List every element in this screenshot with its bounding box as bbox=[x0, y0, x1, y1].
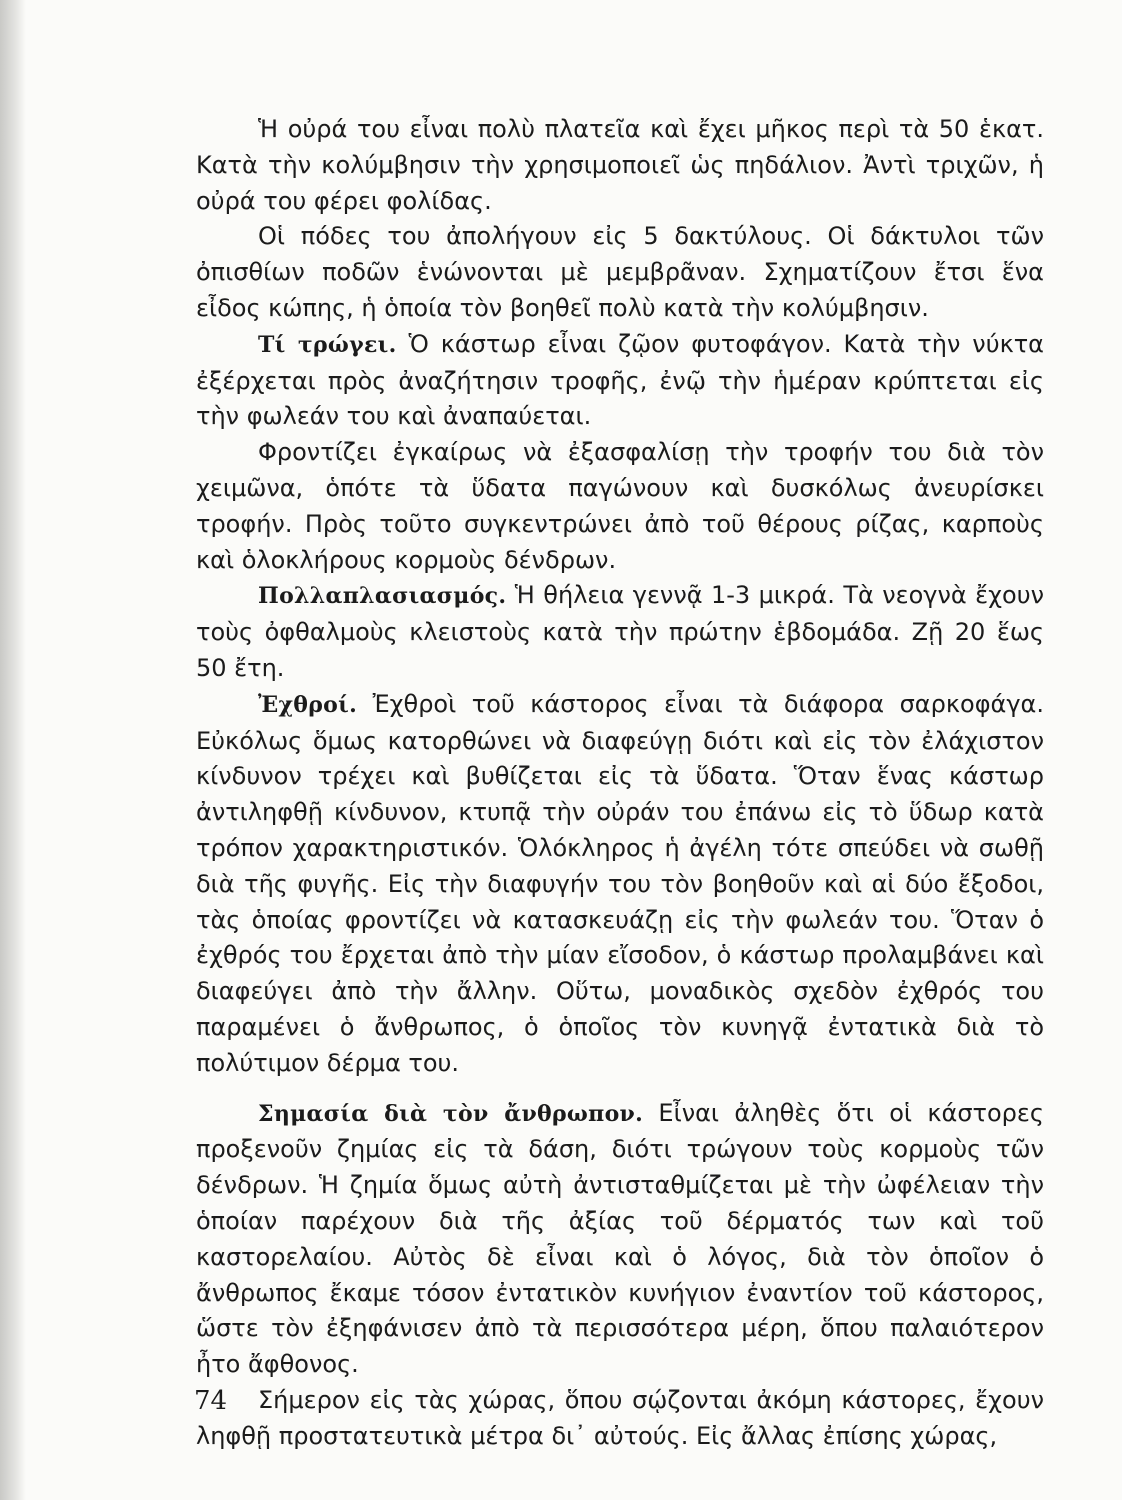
paragraph-enemies bbox=[196, 687, 1044, 1082]
section-heading: Πολλαπλασιασμός. bbox=[258, 583, 507, 610]
paragraph-food bbox=[196, 327, 1044, 435]
body-text bbox=[196, 112, 1044, 1454]
page-spine-shadow bbox=[0, 0, 26, 1500]
paragraph-reproduction bbox=[196, 578, 1044, 686]
section-heading: Σημασία διὰ τὸν ἄνθρωπον. bbox=[258, 1100, 644, 1127]
paragraph-text: Εἶναι ἀληθὲς ὅτι οἱ κάστορες προξενοῦν ζημίας εἰς τὰ δάση, διότι τρώγουν τοὺς κορμοὺς τῶν δένδρων. Ἡ ζημία ὅμως αὐτὴ ἀντισταθμίζεται μὲ τὴν ὠφέλειαν τὴν ὁποίαν παρέχουν διὰ τῆς ἀξίας τοῦ δέρματός των καὶ τοῦ καστορελαίου. Αὐτὸς δὲ εἶναι καὶ ὁ λόγος, διὰ τὸν ὁποῖον ὁ ἄνθρωπος ἔκαμε τόσον ἐντατικὸν κυνήγιον ἐναντίον τοῦ κάστορος, ὥστε τὸν ἐξηφάνισεν ἀπὸ τὰ περισσότερα μέρη, ὅπου παλαιότερον ἦτο ἄφθονος. bbox=[196, 1098, 1044, 1379]
paragraph-text: Οἱ πόδες του ἀπολήγουν εἰς 5 δακτύλους. Οἱ δάκτυλοι τῶν ὀπισθίων ποδῶν ἑνώνονται μὲ μεμβρᾶναν. Σχηματίζουν ἔτσι ἕνα εἶδος κώπης, ἡ ὁποία τὸν βοηθεῖ πολὺ κατὰ τὴν κολύμβησιν. bbox=[196, 222, 1044, 322]
section-heading: Ἐχθροί. bbox=[258, 691, 358, 718]
paragraph-protection bbox=[196, 1383, 1044, 1455]
paragraph-text: Ἐχθροὶ τοῦ κάστορος εἶναι τὰ διάφορα σαρκοφάγα. Εὐκόλως ὅμως κατορθώνει νὰ διαφεύγῃ διότι καὶ εἰς τὸν ἐλάχιστον κίνδυνον τρέχει καὶ βυθίζεται εἰς τὰ ὕδατα. Ὅταν ἕνας κάστωρ ἀντιληφθῇ κίνδυνον, κτυπᾷ τὴν οὐράν του ἐπάνω εἰς τὸ ὕδωρ κατὰ τρόπον χαρακτηριστικόν. Ὁλόκληρος ἡ ἀγέλη τότε σπεύδει νὰ σωθῇ διὰ τῆς φυγῆς. Εἰς τὴν διαφυγήν του τὸν βοηθοῦν καὶ αἱ δύο ἔξοδοι, τὰς ὁποίας φροντίζει νὰ κατασκευάζῃ εἰς τὴν φωλεάν του. Ὅταν ὁ ἐχθρός του ἔρχεται ἀπὸ τὴν μίαν εἴσοδον, ὁ κάστωρ προλαμβάνει καὶ διαφεύγει ἀπὸ τὴν ἄλλην. Οὕτω, μοναδικὸς σχεδὸν ἐχθρός του παραμένει ὁ ἄνθρωπος, ὁ ὁποῖος τὸν κυνηγᾷ ἐντατικὰ διὰ τὸ πολύτιμον δέρμα του. bbox=[196, 689, 1044, 1077]
paragraph-tail bbox=[196, 112, 1044, 219]
paragraph-winter-food bbox=[196, 435, 1044, 578]
paragraph-text: Σήμερον εἰς τὰς χώρας, ὅπου σῴζονται ἀκόμη κάστορες, ἔχουν ληφθῇ προστατευτικὰ μέτρα δι᾿ αὐτούς. Εἰς ἄλλας ἐπίσης χώρας, bbox=[196, 1385, 1044, 1450]
paragraph-text: Ὁ κάστωρ εἶναι ζῷον φυτοφάγον. Κατὰ τὴν νύκτα ἐξέρχεται πρὸς ἀναζήτησιν τροφῆς, ἐνῷ τὴν ἡμέραν κρύπτεται εἰς τὴν φωλεάν του καὶ ἀναπαύεται. bbox=[196, 329, 1044, 431]
paragraph-text: Ἡ θήλεια γεννᾷ 1-3 μικρά. Τὰ νεογνὰ ἔχουν τοὺς ὀφθαλμοὺς κλειστοὺς κατὰ τὴν πρώτην ἑβδομάδα. Ζῇ 20 ἕως 50 ἔτη. bbox=[196, 581, 1044, 682]
paragraph-text: Φροντίζει ἐγκαίρως νὰ ἐξασφαλίσῃ τὴν τροφήν του διὰ τὸν χειμῶνα, ὁπότε τὰ ὕδατα παγώνουν καὶ δυσκόλως ἀνευρίσκει τροφήν. Πρὸς τοῦτο συγκεντρώνει ἀπὸ τοῦ θέρους ρίζας, καρποὺς καὶ ὁλοκλήρους κορμοὺς δένδρων. bbox=[196, 438, 1044, 574]
paragraph-text: Ἡ οὐρά του εἶναι πολὺ πλατεῖα καὶ ἔχει μῆκος περὶ τὰ 50 ἑκατ. Κατὰ τὴν κολύμβησιν τὴν χρησιμοποιεῖ ὡς πηδάλιον. Ἀντὶ τριχῶν, ἡ οὐρά του φέρει φολίδας. bbox=[196, 115, 1044, 215]
paragraph-feet bbox=[196, 219, 1044, 326]
page-number: 74 bbox=[194, 1386, 228, 1416]
paragraph-importance bbox=[196, 1096, 1044, 1383]
section-heading: Τί τρώγει. bbox=[258, 331, 397, 358]
